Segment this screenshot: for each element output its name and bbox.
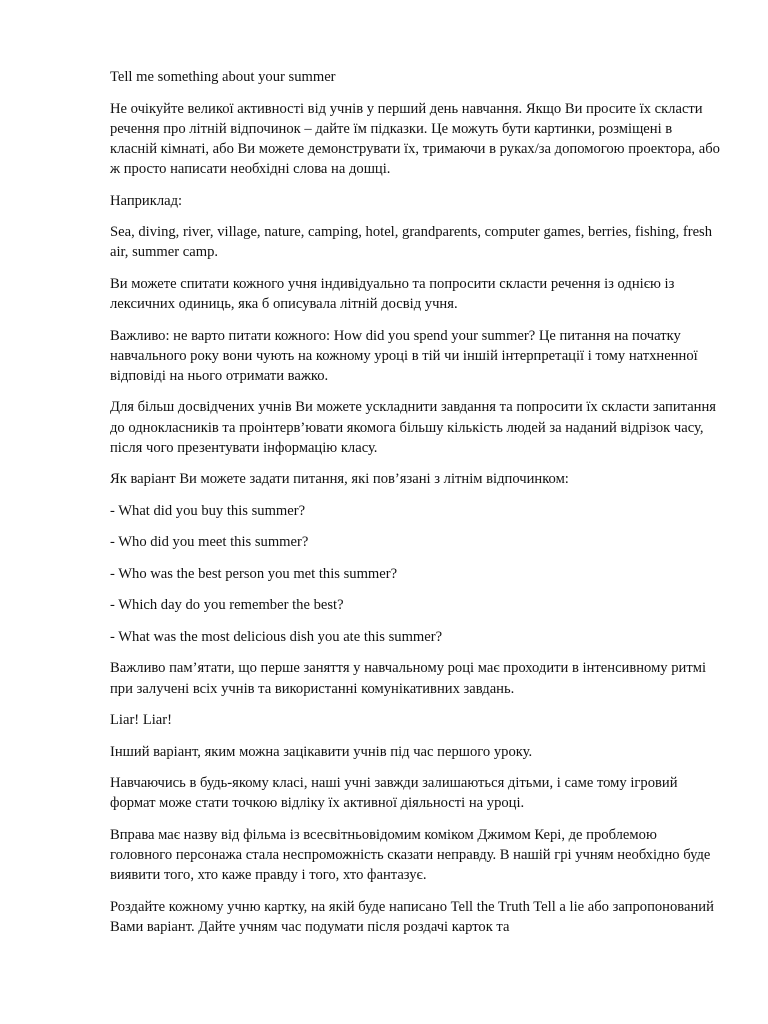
paragraph-another-option: Інший варіант, яким можна зацікавити учнів під час першого уроку. [110,743,533,760]
question-item: - Which day do you remember the best? [110,597,344,614]
paragraph-questions-intro: Як варіант Ви можете задати питання, які пов’язані з літнім відпочинком: [110,471,569,488]
paragraph-intro: Не очікуйте великої активності від учнів у перший день навчання. Якщо Ви просите їх скласти речення про літній відпочинок – дайте їм підказки. Це можуть бути картинки, розміщені в класній кімнаті, або Ви можете демонструвати їх, тримаючи в руках/за допомогою проектора, або ж просто написати необхідні слова на дошці. [110,100,720,178]
paragraph-individual-task: Ви можете спитати кожного учня індивідуально та попросити скласти речення із однією із лексичних одиниць, яка б описувала літній досвід учня. [110,275,675,313]
paragraph-exercise-name: Вправа має назву від фільма із всесвітньовідомим коміком Джимом Кері, де проблемою головного персонажа стала неспроможність сказати неправду. В нашій грі учням необхідно буде виявити того, хто каже правду і того, хто фантазує. [110,826,711,884]
paragraph-cards: Роздайте кожному учню картку, на якій буде написано Tell the Truth Tell a lie або запропонований Вами варіант. Дайте учням час подумати після роздачі карток та [110,898,714,935]
paragraph-game-format: Навчаючись в будь-якому класі, наші учні завжди залишаються дітьми, і саме тому ігровий формат може стати точкою відліку їх активної діяльності на уроці. [110,775,678,812]
document-page [110,67,720,948]
document-heading: Tell me something about your summer [110,69,336,85]
question-item: - What did you buy this summer? [110,502,306,519]
paragraph-remember: Важливо пам’ятати, що перше заняття у навчальному році має проходити в інтенсивному ритмі при залучені всіх учнів та використанні комунікативних завдань. [110,660,707,697]
paragraph-vocabulary-list: Sea, diving, river, village, nature, camping, hotel, grandparents, computer games, berries, fishing, fresh air, summer camp. [110,224,713,261]
question-item: - What was the most delicious dish you ate this summer? [110,628,443,645]
paragraph-example-label: Наприклад: [110,192,183,209]
paragraph-advanced-students: Для більш досвідчених учнів Ви можете ускладнити завдання та попросити їх скласти запитання до однокласників та проінтерв’ювати якомога більшу кількість людей за наданий відрізок часу, після чого презентувати інформацію класу. [110,399,717,456]
question-item: - Who was the best person you met this summer? [110,565,398,582]
question-item: - Who did you meet this summer? [110,534,309,551]
paragraph-important-note: Важливо: не варто питати кожного: How did you spend your summer? Це питання на початку навчального року вони чують на кожному уроці в тій чи іншій інтерпретації і тому натхненної відповіді на нього отримати важко. [110,327,698,384]
section-heading-liar: Liar! Liar! [110,712,172,729]
